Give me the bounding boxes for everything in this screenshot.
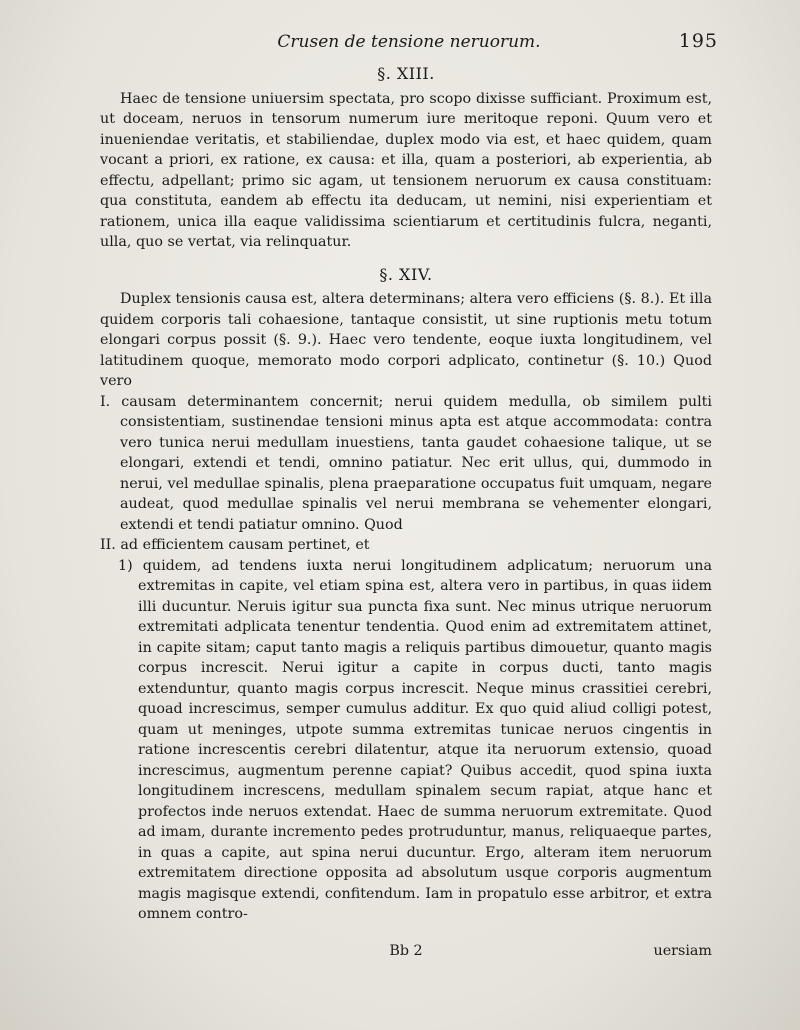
page-footer — [100, 943, 712, 965]
sub-item-1: 1) quidem, ad tendens iuxta nerui longitudinem adplicatum; neruorum una extremitas in capite, vel etiam spina est, altera vero in partibus, in quas iidem illi ducuntur. Neruis igitur sua puncta fixa sunt. Nec minus utrique neruorum extremitati adplicata tenentur tendentia. Quod enim ad extremitatem attinet, in capite sitam; caput tanto magis a reliquis partibus dimouetur, quanto magis corpus increscit. Nerui igitur a capite in corpus ducti, tanto magis extenduntur, quanto magis corpus increscit. Neque minus crassitiei cerebri, quoad increscimus, semper cumulus additur. Ex quo quid aliud colligi potest, quam ut meninges, utpote summa extremitas tunicae neruos cingentis in ratione increscentis cerebri dilatentur, atque ita neruorum extensio, quoad increscimus, augmentum perenne capiat? Quibus accedit, quod spina iuxta longitudinem increscens, medullam spinalem secum rapiat, atque hanc et profectos inde neruos extendat. Haec de summa neruorum extremitate. Quod ad imam, durante incremento pedes protruduntur, manus, reliquaeque partes, in quas a capite, aut spina nerui ducuntur. Ergo, alteram item neruorum extremitatem directione opposita ad absolutum usque corporis augmentum magis magisque extendi, confitendum. Iam in propatulo esse arbitror, et extra omnem contro- — [118, 557, 712, 922]
section-xiii-paragraph: Haec de tensione uniuersim spectata, pro scopo dixisse sufficiant. Proximum est, ut doceam, neruos in tensorum numerum iure meritoque reponi. Quum vero et inueniendae veritatis, et stabiliendae, duplex modo via est, et haec quidem, quam vocant a priori, ex ratione, ex causa: et illa, quam a posteriori, ab experientia, ab effectu, adpellant; primo sic agam, ut tensionem neruorum ex causa constituam: qua constituta, eandem ab effectu ita deducam, ut nemini, nisi experientiam et rationem, unica illa eaque validissima scientiarum et certitudinis fulcra, neganti, ulla, quo se vertat, via relinquatur. — [100, 90, 712, 250]
section-xiv-paragraph: Duplex tensionis causa est, altera determinans; altera vero efficiens (§. 8.). Et illa quidem corporis tali cohaesione, tantaque consistit, ut sine ruptionis metu totum elongari corpus possit (§. 9.). Haec vero tendente, eoque iuxta longitudinem, vel latitudinem quoque, memorato modo corpori adplicato, continetur (§. 10.) Quod vero — [100, 291, 712, 389]
section-gap — [100, 253, 712, 265]
catchword: uersiam — [653, 943, 712, 959]
list-item-ii: II. ad efficientem causam pertinet, et — [100, 537, 370, 553]
section-title-xiv: §. XIV. — [379, 264, 433, 284]
signature-mark: Bb 2 — [389, 943, 423, 959]
list-item-i: I. causam determinantem concernit; nerui quidem medulla, ob similem pulti consistentiam, sustinendae tensioni minus apta est atque accommodata: contra vero tunica nerui medullam inuestiens, tanta gaudet cohaesione talique, ut se elongari, extendi et tendi, omnino patiatur. Nec erit ullus, qui, dummodo in nerui, vel medullae spinalis, plena praeparatione occupatus fuit umquam, negare audeat, quod medullae spinalis vel nerui membrana se vehementer elongari, extendi et tendi patiatur omnino. Quod — [100, 393, 712, 533]
page-number: 195 — [678, 30, 718, 52]
page-header — [100, 30, 718, 60]
body-text — [100, 64, 712, 925]
running-head: Crusen de tensione neruorum. — [277, 32, 541, 52]
section-title-xiii: §. XIII. — [377, 64, 435, 83]
